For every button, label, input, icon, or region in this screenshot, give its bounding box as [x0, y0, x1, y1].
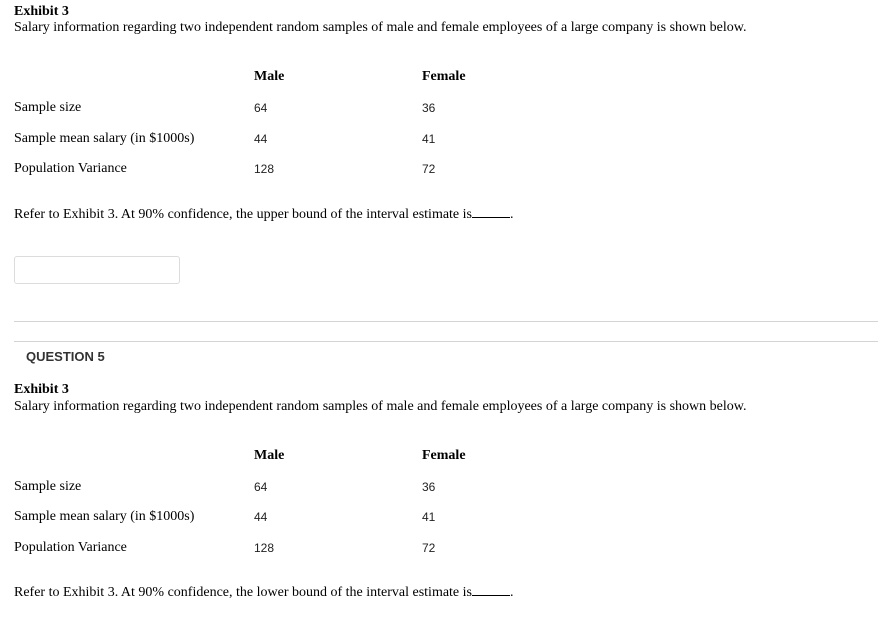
cell-male-sample-size: 64 [254, 101, 268, 115]
row-label-population-variance: Population Variance [14, 161, 127, 176]
answer-blank [472, 584, 510, 596]
cell-male-sample-size: 64 [254, 480, 268, 494]
cell-male-sample-mean: 44 [254, 510, 268, 524]
column-header-female: Female [422, 69, 466, 84]
column-header-female: Female [422, 448, 466, 463]
exhibit-description: Salary information regarding two independent random samples of male and female employees of a large company is shown below. [14, 20, 747, 35]
column-header-male: Male [254, 448, 285, 463]
cell-female-sample-mean: 41 [422, 510, 436, 524]
question-divider-bottom [14, 341, 878, 342]
question-prompt [14, 584, 514, 601]
cell-female-sample-size: 36 [422, 101, 436, 115]
cell-female-sample-mean: 41 [422, 132, 436, 146]
cell-female-sample-size: 36 [422, 480, 436, 494]
question-prompt [14, 206, 514, 223]
cell-male-population-variance: 128 [254, 162, 275, 176]
question-header: QUESTION 5 [26, 349, 105, 364]
column-header-male: Male [254, 69, 285, 84]
exhibit-description: Salary information regarding two independent random samples of male and female employees of a large company is shown below. [14, 399, 747, 414]
answer-blank [472, 206, 510, 218]
exhibit-title: Exhibit 3 [14, 382, 69, 397]
answer-input[interactable] [14, 256, 180, 284]
exhibit-title: Exhibit 3 [14, 4, 69, 19]
row-label-sample-size: Sample size [14, 100, 82, 115]
cell-female-population-variance: 72 [422, 162, 436, 176]
prompt-end: . [510, 207, 514, 222]
prompt-end: . [510, 585, 514, 600]
row-label-population-variance: Population Variance [14, 540, 127, 555]
cell-male-sample-mean: 44 [254, 132, 268, 146]
row-label-sample-size: Sample size [14, 479, 82, 494]
cell-female-population-variance: 72 [422, 541, 436, 555]
prompt-text: Refer to Exhibit 3. At 90% confidence, the upper bound of the interval estimate is [14, 207, 472, 222]
row-label-sample-mean: Sample mean salary (in $1000s) [14, 131, 195, 146]
cell-male-population-variance: 128 [254, 541, 275, 555]
prompt-text: Refer to Exhibit 3. At 90% confidence, the lower bound of the interval estimate is [14, 585, 472, 600]
row-label-sample-mean: Sample mean salary (in $1000s) [14, 509, 195, 524]
question-divider-top [14, 321, 878, 322]
